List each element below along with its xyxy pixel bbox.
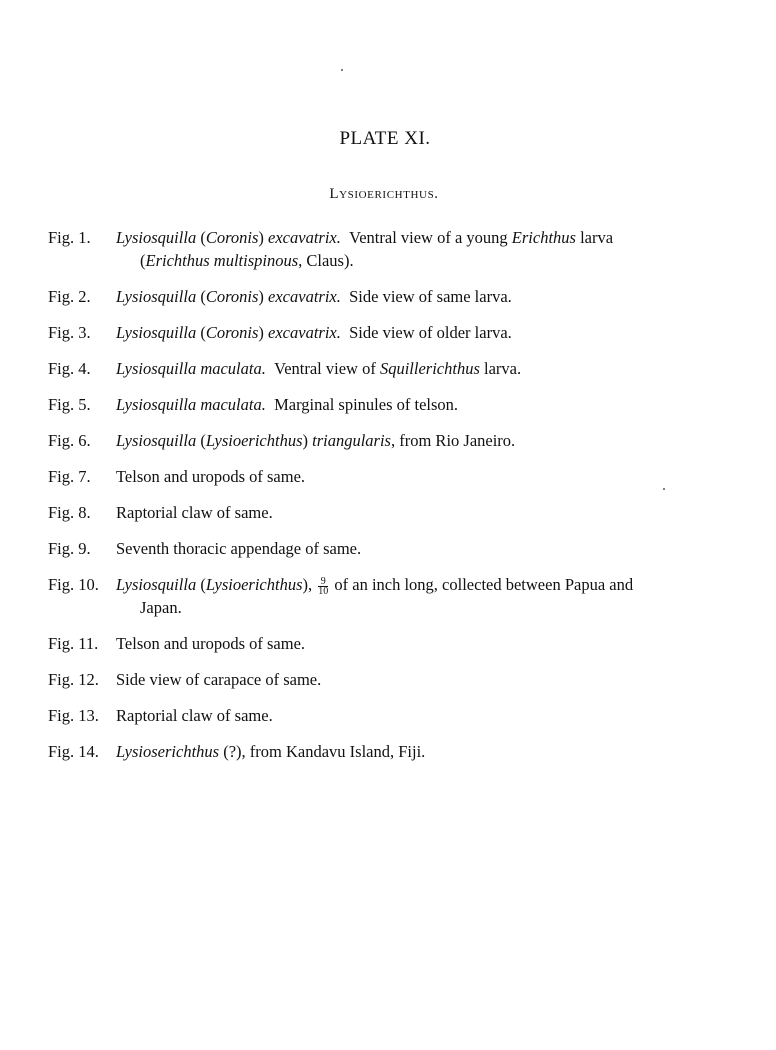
caption-text: ), bbox=[302, 575, 317, 594]
caption-text: ) bbox=[258, 228, 269, 247]
taxon-name: Lysiosquilla bbox=[116, 575, 197, 594]
caption-line bbox=[116, 706, 273, 725]
taxon-name: Lysioerichthus bbox=[205, 575, 303, 594]
caption-line bbox=[116, 359, 521, 378]
figure-entry bbox=[48, 573, 728, 619]
taxon-name: Squillerichthus bbox=[379, 359, 480, 378]
figure-label: Fig. 4. bbox=[48, 359, 91, 378]
figure-label: Fig. 11. bbox=[48, 634, 99, 653]
taxon-name: Lysiosquilla bbox=[116, 431, 197, 450]
caption-line bbox=[116, 228, 613, 247]
plate-title: PLATE XI. bbox=[339, 128, 431, 149]
caption-text: Ventral view of bbox=[265, 359, 380, 378]
caption-line bbox=[116, 467, 305, 486]
caption-line bbox=[116, 575, 634, 597]
figure-caption bbox=[116, 668, 728, 691]
taxon-name: triangularis bbox=[312, 431, 391, 450]
figure-entry bbox=[48, 704, 728, 727]
caption-text: ) bbox=[258, 287, 269, 306]
figure-label: Fig. 6. bbox=[48, 431, 91, 450]
caption-line bbox=[116, 742, 425, 761]
figure-caption bbox=[116, 357, 728, 380]
caption-text: Raptorial claw of same. bbox=[116, 503, 273, 522]
figure-caption bbox=[116, 740, 728, 763]
taxon-name: Lysiosquilla bbox=[116, 287, 197, 306]
figure-label: Fig. 9. bbox=[48, 539, 91, 558]
figure-label: Fig. 12. bbox=[48, 670, 99, 689]
figure-caption bbox=[116, 573, 728, 619]
figure-caption-list bbox=[48, 226, 728, 763]
taxon-name: Erichthus multispinous bbox=[145, 251, 299, 270]
figure-entry bbox=[48, 465, 728, 488]
figure-caption bbox=[116, 321, 728, 344]
caption-text: Raptorial claw of same. bbox=[116, 706, 273, 725]
caption-text: , from Rio Janeiro. bbox=[390, 431, 516, 450]
figure-caption bbox=[116, 285, 728, 308]
figure-label: Fig. 13. bbox=[48, 706, 99, 725]
caption-text: ( bbox=[196, 287, 206, 306]
plate-subtitle: Lysioerichthus. bbox=[329, 186, 439, 202]
caption-text: larva bbox=[575, 228, 614, 247]
taxon-name: Coronis bbox=[205, 323, 259, 342]
caption-line bbox=[116, 539, 361, 558]
caption-text: ) bbox=[258, 323, 269, 342]
caption-line bbox=[116, 670, 321, 689]
figure-label: Fig. 1. bbox=[48, 228, 91, 247]
caption-text: Ventral view of a young bbox=[340, 228, 512, 247]
caption-line bbox=[116, 323, 512, 342]
figure-label: Fig. 8. bbox=[48, 503, 91, 522]
figure-entry bbox=[48, 501, 728, 524]
taxon-name: Lysioerichthus bbox=[205, 431, 303, 450]
figure-entry bbox=[48, 740, 728, 763]
caption-text: Seventh thoracic appendage of same. bbox=[116, 539, 362, 558]
caption-text: ( bbox=[196, 228, 206, 247]
caption-text: Side view of older larva. bbox=[340, 323, 512, 342]
figure-entry bbox=[48, 393, 728, 416]
taxon-name: excavatrix. bbox=[268, 287, 341, 306]
caption-text: Japan. bbox=[140, 598, 182, 617]
figure-entry bbox=[48, 226, 728, 272]
taxon-name: Lysiosquilla bbox=[116, 228, 197, 247]
caption-text: larva. bbox=[479, 359, 522, 378]
caption-line bbox=[116, 503, 273, 522]
figure-entry bbox=[48, 321, 728, 344]
figure-entry bbox=[48, 429, 728, 452]
caption-text: of an inch long, collected between Papua and bbox=[330, 575, 634, 594]
figure-entry bbox=[48, 537, 728, 560]
figure-label: Fig. 2. bbox=[48, 287, 91, 306]
taxon-name: Lysioserichthus bbox=[116, 742, 220, 761]
caption-continuation bbox=[116, 249, 728, 272]
figure-caption bbox=[116, 537, 728, 560]
figure-caption bbox=[116, 429, 728, 452]
caption-text: ( bbox=[140, 251, 146, 270]
caption-line bbox=[116, 395, 458, 414]
caption-text: Side view of same larva. bbox=[340, 287, 512, 306]
caption-line bbox=[116, 287, 512, 306]
taxon-name: Erichthus bbox=[511, 228, 576, 247]
figure-caption bbox=[116, 393, 728, 416]
figure-entry bbox=[48, 357, 728, 380]
figure-entry bbox=[48, 285, 728, 308]
taxon-name: Lysiosquilla maculata. bbox=[116, 359, 266, 378]
caption-continuation bbox=[116, 596, 728, 619]
caption-text: ) bbox=[302, 431, 313, 450]
taxon-name: Coronis bbox=[205, 287, 259, 306]
caption-text: (?), from Kandavu Island, Fiji. bbox=[219, 742, 426, 761]
caption-line bbox=[116, 634, 305, 653]
taxon-name: excavatrix. bbox=[268, 228, 341, 247]
figure-label: Fig. 14. bbox=[48, 742, 99, 761]
caption-text: Telson and uropods of same. bbox=[116, 467, 306, 486]
caption-text: , Claus). bbox=[298, 251, 354, 270]
caption-text: Side view of carapace of same. bbox=[116, 670, 322, 689]
taxon-name: excavatrix. bbox=[268, 323, 341, 342]
figure-label: Fig. 3. bbox=[48, 323, 91, 342]
figure-label: Fig. 7. bbox=[48, 467, 91, 486]
taxon-name: Lysiosquilla maculata. bbox=[116, 395, 266, 414]
taxon-name: Lysiosquilla bbox=[116, 323, 197, 342]
figure-label: Fig. 5. bbox=[48, 395, 91, 414]
figure-entry bbox=[48, 632, 728, 655]
figure-entry bbox=[48, 668, 728, 691]
taxon-name: Coronis bbox=[205, 228, 259, 247]
caption-text: ( bbox=[196, 431, 206, 450]
figure-caption bbox=[116, 465, 728, 488]
caption-text: Telson and uropods of same. bbox=[116, 634, 306, 653]
figure-caption bbox=[116, 704, 728, 727]
print-speck bbox=[341, 69, 343, 71]
figure-caption bbox=[116, 226, 728, 272]
figure-caption bbox=[116, 501, 728, 524]
fraction: $\frac{9}{10}$ bbox=[318, 575, 329, 597]
caption-text: Marginal spinules of telson. bbox=[265, 395, 459, 414]
caption-text: ( bbox=[196, 323, 206, 342]
figure-caption bbox=[116, 632, 728, 655]
figure-label: Fig. 10. bbox=[48, 575, 99, 594]
caption-text: ( bbox=[196, 575, 206, 594]
caption-line bbox=[116, 431, 515, 450]
